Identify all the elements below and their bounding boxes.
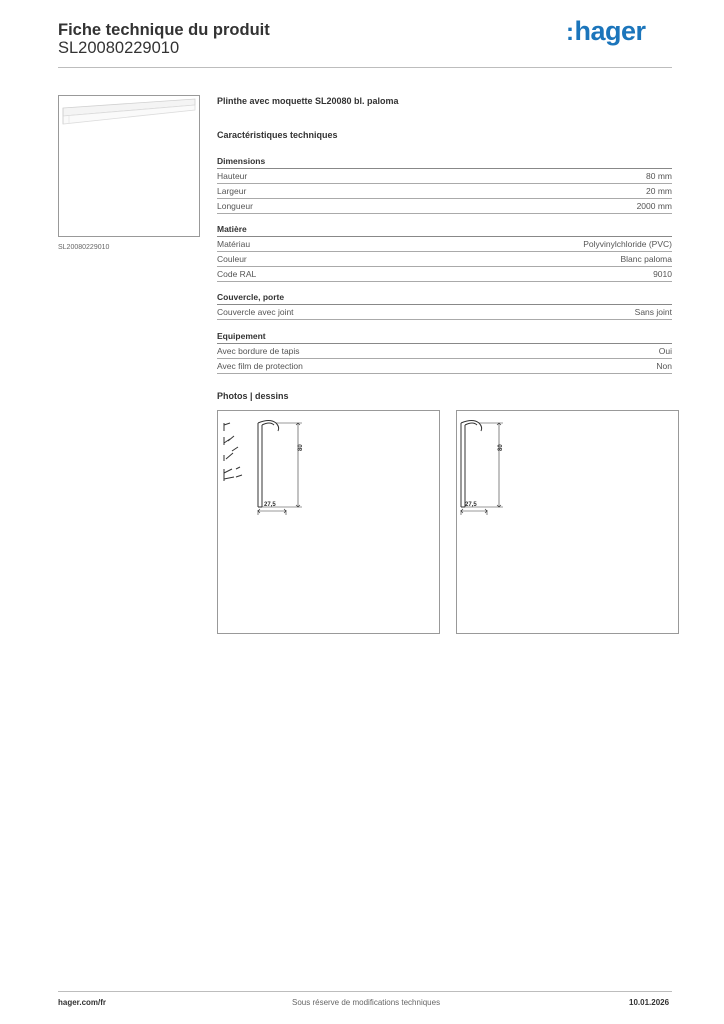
width-dimension: 27,5 <box>465 502 477 508</box>
page-title: Fiche technique du produit <box>58 21 270 39</box>
footer-website-link[interactable]: hager.com/fr <box>58 998 107 1007</box>
photos-title: Photos | dessins <box>217 391 289 401</box>
thumbnail-caption: SL20080229010 <box>58 244 110 251</box>
profile-drawing <box>457 411 678 633</box>
section-title: Couvercle, porte <box>217 292 672 305</box>
spec-value: 2000 mm <box>636 201 672 211</box>
width-dimension: 27,5 <box>264 502 276 508</box>
section-title: Dimensions <box>217 156 672 169</box>
footer-disclaimer: Sous réserve de modifications techniques <box>292 998 441 1007</box>
spec-value: 80 mm <box>646 171 672 181</box>
skirting-board-image <box>59 96 199 236</box>
spec-label: Avec film de protection <box>217 361 303 371</box>
spec-row <box>217 344 672 359</box>
spec-label: Largeur <box>217 186 247 196</box>
spec-value: Non <box>656 361 672 371</box>
spec-label: Couleur <box>217 254 247 264</box>
footer-divider <box>58 991 672 992</box>
section-dimensions <box>217 156 672 214</box>
spec-row <box>217 267 672 282</box>
spec-row <box>217 359 672 374</box>
section-material <box>217 224 672 282</box>
spec-label: Hauteur <box>217 171 248 181</box>
section-title: Equipement <box>217 331 672 344</box>
spec-row <box>217 305 672 320</box>
technical-drawing-2 <box>456 410 679 634</box>
spec-label: Longueur <box>217 201 253 211</box>
height-dimension: 80 <box>498 444 504 451</box>
section-cover <box>217 292 672 320</box>
spec-row <box>217 184 672 199</box>
spec-label: Avec bordure de tapis <box>217 346 300 356</box>
logo-text: hager <box>574 16 646 46</box>
spec-row <box>217 237 672 252</box>
product-code: SL20080229010 <box>58 39 180 57</box>
spec-row <box>217 252 672 267</box>
section-equipment <box>217 331 672 374</box>
header-divider <box>58 67 672 68</box>
spec-row <box>217 169 672 184</box>
spec-value: Sans joint <box>634 307 672 317</box>
spec-row <box>217 199 672 214</box>
spec-value: Blanc paloma <box>620 254 672 264</box>
spec-value: 9010 <box>653 269 672 279</box>
spec-value: Oui <box>658 346 672 356</box>
product-name: Plinthe avec moquette SL20080 bl. paloma <box>217 96 399 106</box>
logo-dots-icon: : <box>566 19 574 46</box>
product-thumbnail <box>58 95 200 237</box>
height-dimension: 80 <box>298 444 304 451</box>
spec-label: Matériau <box>217 239 251 249</box>
profile-drawing <box>218 411 439 633</box>
technical-drawing-1 <box>217 410 440 634</box>
spec-label: Code RAL <box>217 269 257 279</box>
spec-label: Couvercle avec joint <box>217 307 294 317</box>
spec-value: 20 mm <box>646 186 672 196</box>
hager-logo <box>566 16 646 47</box>
spec-value: Polyvinylchloride (PVC) <box>583 239 672 249</box>
section-title: Matière <box>217 224 672 237</box>
footer-date: 10.01.2026 <box>629 998 670 1007</box>
tech-characteristics-title: Caractéristiques techniques <box>217 130 338 140</box>
